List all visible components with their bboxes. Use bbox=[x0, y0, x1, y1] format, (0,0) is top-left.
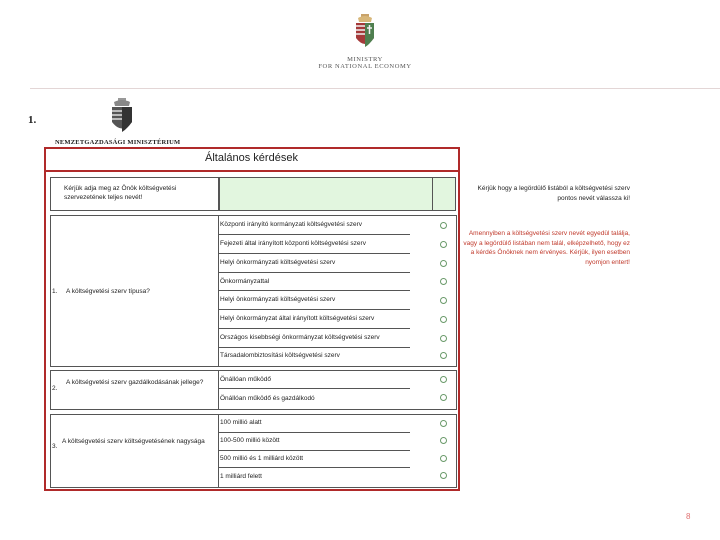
header-divider bbox=[30, 88, 720, 89]
q3-option-2: 100-500 millió között bbox=[220, 437, 280, 444]
q1-option-4: Önkormányzattal bbox=[220, 278, 270, 285]
frame-title-underline bbox=[44, 170, 460, 172]
q1-option-3: Helyi önkormányzati költségvetési szerv bbox=[220, 259, 336, 266]
q1-radio-1[interactable] bbox=[440, 222, 447, 229]
q1-radio-4[interactable] bbox=[440, 278, 447, 285]
q3-label: A költségvetési szerv költségvetésének nagysága bbox=[62, 438, 205, 445]
q2-radio-2[interactable] bbox=[440, 394, 447, 401]
page-title: Általános kérdések bbox=[205, 152, 298, 164]
frame-top bbox=[44, 147, 460, 149]
q3-option-4: 1 milliárd felett bbox=[220, 473, 262, 480]
instruction-note: Kérjük hogy a legördülő listából a költségvetési szerv pontos nevét válassza ki! bbox=[477, 185, 630, 202]
q3-divider-1 bbox=[218, 432, 410, 433]
q2-radio-1[interactable] bbox=[440, 376, 447, 383]
frame-bottom bbox=[44, 489, 460, 491]
q1-divider-6 bbox=[218, 328, 410, 329]
q3-radio-2[interactable] bbox=[440, 437, 447, 444]
organization-name-input-side bbox=[432, 177, 456, 211]
q2-label-box bbox=[50, 370, 219, 410]
q1-radio-6[interactable] bbox=[440, 316, 447, 323]
q3-number: 3. bbox=[52, 443, 58, 450]
q1-radio-7[interactable] bbox=[440, 335, 447, 342]
q2-option-2: Önállóan működő és gazdálkodó bbox=[220, 395, 315, 402]
q1-option-5: Helyi önkormányzati költségvetési szerv bbox=[220, 296, 336, 303]
q2-label: A költségvetési szerv gazdálkodásának jellege? bbox=[66, 379, 204, 386]
q1-divider-2 bbox=[218, 253, 410, 254]
q1-radio-5[interactable] bbox=[440, 297, 447, 304]
q1-radio-2[interactable] bbox=[440, 241, 447, 248]
q2-option-1: Önállóan működő bbox=[220, 376, 271, 383]
q3-radio-3[interactable] bbox=[440, 455, 447, 462]
q3-divider-2 bbox=[218, 450, 410, 451]
q3-option-1: 100 millió alatt bbox=[220, 419, 262, 426]
crest-icon bbox=[108, 98, 136, 136]
q2-number: 2. bbox=[52, 385, 58, 392]
q3-label-box bbox=[50, 414, 219, 488]
q1-divider-1 bbox=[218, 234, 410, 235]
org-label: NEMZETGAZDASÁGI MINISZTÉRIUM bbox=[55, 139, 181, 146]
q3-option-3: 500 millió és 1 milliárd között bbox=[220, 455, 304, 462]
organization-name-input[interactable] bbox=[219, 177, 433, 211]
ministry-name-line1: MINISTRY bbox=[347, 56, 383, 63]
q1-option-2: Fejezeti által irányított központi költségvetési szerv bbox=[220, 240, 366, 247]
q1-number: 1. bbox=[52, 288, 58, 295]
q2-divider-1 bbox=[218, 388, 410, 389]
frame-left bbox=[44, 147, 46, 491]
q1-radio-8[interactable] bbox=[440, 352, 447, 359]
q3-radio-4[interactable] bbox=[440, 472, 447, 479]
q1-radio-3[interactable] bbox=[440, 260, 447, 267]
ministry-name-line2: FOR NATIONAL ECONOMY bbox=[318, 63, 412, 70]
section-number: 1. bbox=[28, 114, 37, 126]
coat-of-arms-icon bbox=[352, 14, 378, 54]
q1-option-8: Társadalombiztosítási költségvetési szerv bbox=[220, 352, 340, 359]
q3-divider-3 bbox=[218, 467, 410, 468]
q3-radio-1[interactable] bbox=[440, 420, 447, 427]
q1-divider-5 bbox=[218, 309, 410, 310]
q1-divider-3 bbox=[218, 272, 410, 273]
q1-divider-4 bbox=[218, 290, 410, 291]
q1-option-1: Központi irányító kormányzati költségvetési szerv bbox=[220, 221, 362, 228]
q1-option-6: Helyi önkormányzat által irányított költségvetési szerv bbox=[220, 315, 375, 322]
warning-note: Amennyiben a költségvetési szerv nevét egyedül találja, vagy a legördülő listában nem talál, elképzelhető, hogy ez a kérdés Önöknek nem érvényes. Kérjük, ilyen esetben nyomjon entert! bbox=[463, 230, 630, 266]
q1-option-7: Országos kisebbségi önkormányzat költségvetési szerv bbox=[220, 334, 380, 341]
q0-label: Kérjük adja meg az Önök költségvetési szervezetének teljes nevét! bbox=[64, 185, 177, 201]
ministry-logo bbox=[300, 14, 430, 84]
q1-label: A költségvetési szerv típusa? bbox=[66, 288, 150, 295]
q1-divider-7 bbox=[218, 347, 410, 348]
page-number: 8 bbox=[686, 512, 691, 521]
